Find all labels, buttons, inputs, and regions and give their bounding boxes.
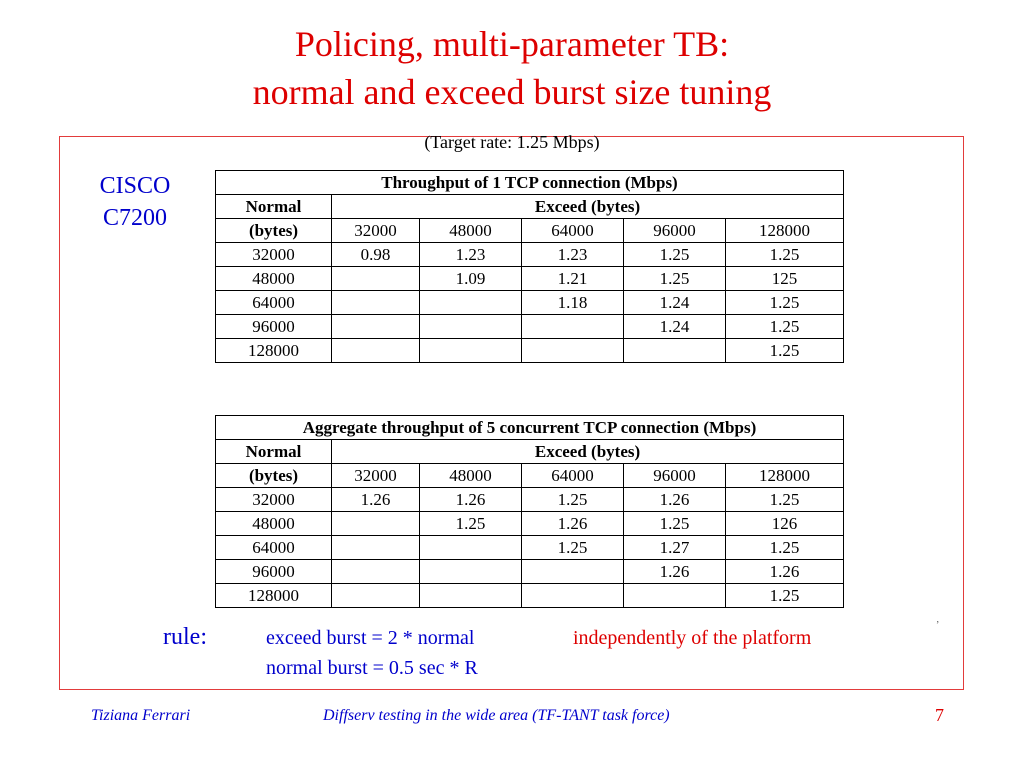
normal-header: Normal [216, 440, 332, 464]
throughput-cell [420, 536, 522, 560]
rule-label: rule: [163, 624, 207, 650]
throughput-cell: 126 [726, 512, 844, 536]
table-row [216, 243, 844, 267]
exceed-column-header: 32000 [332, 464, 420, 488]
throughput-cell [420, 339, 522, 363]
throughput-cell [420, 560, 522, 584]
target-rate-label: (Target rate: 1.25 Mbps) [424, 132, 600, 152]
device-label-model: C7200 [102, 205, 167, 231]
throughput-cell: 1.25 [726, 339, 844, 363]
normal-value: 48000 [216, 512, 332, 536]
throughput-cell: 1.26 [624, 488, 726, 512]
throughput-cell: 1.26 [420, 488, 522, 512]
normal-value: 128000 [216, 339, 332, 363]
throughput-cell: 0.98 [332, 243, 420, 267]
exceed-column-header: 48000 [420, 464, 522, 488]
exceed-header: Exceed (bytes) [332, 440, 844, 464]
throughput-cell: 1.24 [624, 315, 726, 339]
throughput-cell: 1.18 [522, 291, 624, 315]
rule-exceed-burst: exceed burst = 2 * normal [266, 627, 475, 649]
exceed-column-header: 32000 [332, 219, 420, 243]
throughput-cell [624, 584, 726, 608]
table-row [216, 584, 844, 608]
table-row [216, 536, 844, 560]
normal-units-header: (bytes) [216, 219, 332, 243]
throughput-cell [332, 339, 420, 363]
normal-value: 96000 [216, 560, 332, 584]
exceed-column-header: 96000 [624, 464, 726, 488]
throughput-cell [332, 291, 420, 315]
rule-normal-burst: normal burst = 0.5 sec * R [266, 657, 478, 679]
normal-value: 128000 [216, 584, 332, 608]
throughput-cell [522, 315, 624, 339]
throughput-cell: 125 [726, 267, 844, 291]
normal-value: 32000 [216, 488, 332, 512]
throughput-cell: 1.25 [726, 291, 844, 315]
throughput-aggregate-table [215, 415, 844, 608]
exceed-column-header: 64000 [522, 464, 624, 488]
throughput-cell: 1.09 [420, 267, 522, 291]
throughput-cell [332, 560, 420, 584]
throughput-cell: 1.25 [726, 243, 844, 267]
throughput-cell: 1.26 [522, 512, 624, 536]
table-row [216, 560, 844, 584]
exceed-header: Exceed (bytes) [332, 195, 844, 219]
device-label-vendor: CISCO [99, 173, 171, 199]
throughput-cell [522, 560, 624, 584]
table-row [216, 315, 844, 339]
throughput-cell [522, 584, 624, 608]
page-number: 7 [935, 705, 944, 725]
table-row [216, 512, 844, 536]
throughput-cell [332, 512, 420, 536]
throughput-cell: 1.25 [624, 512, 726, 536]
throughput-cell: 1.25 [522, 536, 624, 560]
throughput-cell [624, 339, 726, 363]
throughput-cell [420, 584, 522, 608]
throughput-cell: 1.25 [726, 315, 844, 339]
throughput-cell: 1.25 [522, 488, 624, 512]
exceed-column-header: 96000 [624, 219, 726, 243]
rule-platform-note: independently of the platform [573, 627, 812, 649]
throughput-cell: 1.26 [726, 560, 844, 584]
table-row [216, 339, 844, 363]
slide-title-line2: normal and exceed burst size tuning [252, 72, 772, 112]
throughput-cell [332, 267, 420, 291]
throughput-cell: 1.26 [332, 488, 420, 512]
slide-title-line1: Policing, multi-parameter TB: [294, 24, 730, 64]
throughput-cell: 1.25 [624, 267, 726, 291]
throughput-cell: 1.21 [522, 267, 624, 291]
throughput-cell [420, 291, 522, 315]
throughput-cell: 1.23 [522, 243, 624, 267]
throughput-single-table [215, 170, 844, 363]
throughput-cell: 1.26 [624, 560, 726, 584]
table-row [216, 267, 844, 291]
exceed-column-header: 64000 [522, 219, 624, 243]
exceed-column-header: 128000 [726, 219, 844, 243]
normal-value: 48000 [216, 267, 332, 291]
normal-value: 32000 [216, 243, 332, 267]
normal-units-header: (bytes) [216, 464, 332, 488]
table-caption: Throughput of 1 TCP connection (Mbps) [216, 171, 844, 195]
throughput-cell [522, 339, 624, 363]
footer-author: Tiziana Ferrari [91, 707, 191, 724]
footer-title: Diffserv testing in the wide area (TF-TANT task force) [323, 707, 670, 724]
exceed-column-header: 128000 [726, 464, 844, 488]
exceed-column-header: 48000 [420, 219, 522, 243]
throughput-cell [332, 584, 420, 608]
throughput-cell [332, 315, 420, 339]
throughput-cell: 1.27 [624, 536, 726, 560]
throughput-cell [420, 315, 522, 339]
normal-value: 64000 [216, 536, 332, 560]
throughput-cell: 1.23 [420, 243, 522, 267]
throughput-cell: 1.25 [420, 512, 522, 536]
stray-mark: ʼ [936, 620, 940, 631]
throughput-cell [332, 536, 420, 560]
throughput-cell: 1.25 [726, 584, 844, 608]
throughput-cell: 1.24 [624, 291, 726, 315]
normal-value: 64000 [216, 291, 332, 315]
normal-value: 96000 [216, 315, 332, 339]
throughput-cell: 1.25 [726, 536, 844, 560]
throughput-cell: 1.25 [624, 243, 726, 267]
throughput-cell: 1.25 [726, 488, 844, 512]
table-row [216, 488, 844, 512]
table-caption: Aggregate throughput of 5 concurrent TCP connection (Mbps) [216, 416, 844, 440]
table-row [216, 291, 844, 315]
normal-header: Normal [216, 195, 332, 219]
